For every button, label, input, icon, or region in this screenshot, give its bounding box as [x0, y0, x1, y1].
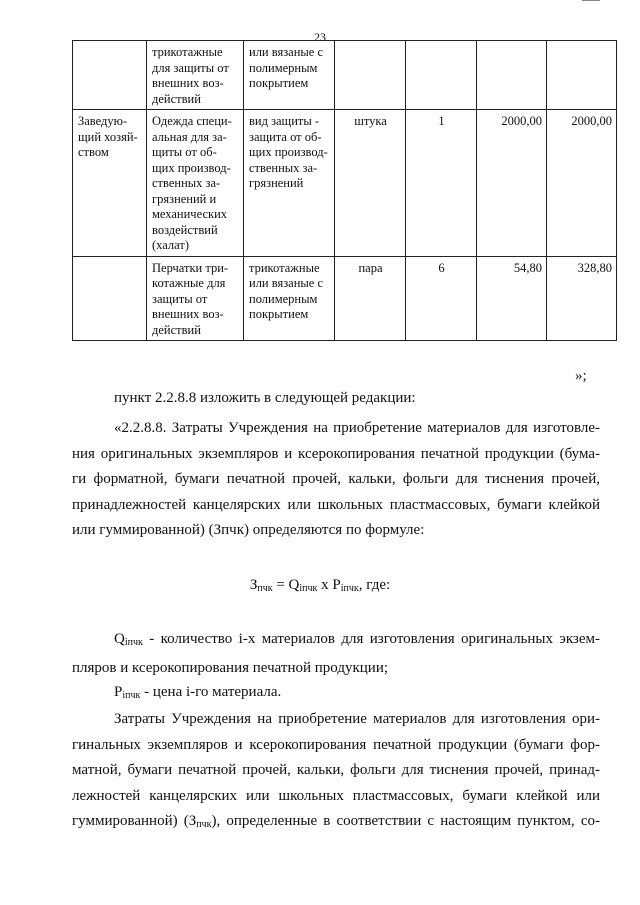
cell-total-value: 2000,00 — [571, 114, 612, 128]
cell-item — [147, 110, 244, 257]
p2-line: гинальных экземпляров и ксерокопирования печатной продукции (бумаги фор- — [72, 736, 600, 753]
cell-unit-value: пара — [358, 260, 383, 275]
p1-line: ния оригинальных экземпляров и ксерокопирования печатной продукции (бума- — [72, 445, 600, 462]
intro-paragraph: пункт 2.2.8.8 изложить в следующей редакции: — [114, 390, 416, 406]
cell-total-value: 328,80 — [577, 260, 612, 275]
cell-item-line: защиты от — [152, 291, 208, 306]
cell-spec-line: вид защиты - — [249, 114, 320, 128]
cell-item-line: щих производ- — [152, 160, 231, 175]
definition-p — [114, 684, 281, 701]
def-q-sub: iпчк — [124, 637, 143, 648]
formula-p-sub: iпчк — [340, 583, 359, 594]
def-p-sub: iпчк — [122, 690, 141, 701]
cell-item-line: ственных за- — [152, 176, 221, 190]
cell-qty-value: 1 — [438, 114, 445, 128]
cell-spec-line: трикотажные — [249, 260, 320, 275]
def-p-text: - цена i-го материала. — [140, 684, 282, 700]
paragraph-2-2-8-8 — [72, 416, 600, 544]
cell-qty — [406, 41, 477, 110]
paragraph-costs — [72, 707, 600, 838]
def-q-sym: Q — [114, 631, 125, 647]
cell-position — [73, 41, 147, 110]
corner-mark — [582, 0, 600, 5]
formula-lhs-sub: пчк — [257, 583, 273, 594]
cell-total — [547, 110, 617, 257]
cell-spec-line: ственных за- — [249, 160, 318, 175]
cell-item-line: действий — [152, 91, 201, 106]
cell-item-line: внешних воз- — [152, 76, 224, 90]
cell-item-line: щиты от об- — [152, 145, 217, 159]
formula-lhs: З — [249, 577, 258, 593]
def-q-line2: пляров и ксерокопирования печатной продукции; — [72, 659, 389, 676]
closing-quote: »; — [575, 368, 587, 384]
formula-tail: , где: — [358, 577, 391, 593]
cell-total — [547, 41, 617, 110]
cell-spec-line: защита от об- — [249, 129, 322, 144]
def-q-line1 — [72, 627, 600, 656]
cell-item-line: Одежда специ- — [152, 114, 232, 128]
cell-item-line: воздействий — [152, 222, 218, 237]
page-number: 23 — [314, 30, 326, 44]
cell-qty-value: 6 — [438, 260, 445, 275]
cell-spec-line: или вязаные с — [249, 45, 324, 59]
p2-line: матной, бумаги печатной прочей, кальки, фольги для тиснения прочей, принад- — [72, 762, 600, 778]
formula-q-sub: iпчк — [299, 583, 318, 594]
def-q-text: - количество i-х материалов для изготовления оригинальных экзем- — [142, 631, 600, 647]
cell-item-line: для защиты от — [152, 60, 229, 75]
cell-qty — [406, 256, 477, 341]
cell-position-line: ством — [78, 145, 109, 159]
p1-line: принадлежностей канцелярских или школьных пластмассовых, бумаги клейкой — [72, 496, 600, 513]
def-p-sym: P — [114, 684, 123, 700]
cell-position — [73, 256, 147, 341]
cell-price — [477, 110, 547, 257]
cell-spec-line: грязнений — [249, 176, 304, 190]
cell-unit — [335, 256, 406, 341]
table-row — [73, 256, 617, 341]
cell-item-line: трикотажные — [152, 45, 223, 59]
table-row — [73, 41, 617, 110]
formula-times: x P — [317, 577, 341, 593]
cell-unit — [335, 110, 406, 257]
table-row — [73, 110, 617, 257]
cell-item-line: альная для за- — [152, 129, 227, 144]
cell-spec-line: или вязаные с — [249, 276, 324, 290]
p1-line: или гуммированной) (Зпчк) определяются по формуле: — [72, 522, 425, 538]
cell-price-value: 2000,00 — [501, 114, 542, 128]
cell-spec — [244, 41, 335, 110]
cell-spec-line: покрытием — [249, 76, 309, 90]
cell-price — [477, 41, 547, 110]
cell-spec — [244, 256, 335, 341]
cell-position-line: щий хозяй- — [78, 129, 138, 144]
cell-item-line: действий — [152, 322, 201, 337]
formula-eq: = Q — [272, 577, 300, 593]
supplies-table — [72, 40, 617, 341]
p2-last-sub: пчк — [196, 819, 212, 830]
cell-unit — [335, 41, 406, 110]
cell-spec-line: покрытием — [249, 307, 309, 321]
cell-item — [147, 41, 244, 110]
cell-spec-line: полимерным — [249, 60, 318, 75]
cell-item-line: внешних воз- — [152, 307, 224, 321]
cell-item-line: (халат) — [152, 238, 189, 252]
cell-spec — [244, 110, 335, 257]
cell-qty — [406, 110, 477, 257]
cell-price — [477, 256, 547, 341]
cell-position-line: Заведую- — [78, 114, 128, 128]
p2-last-post: ), определенные в соответствии с настоящим пунктом, со- — [211, 813, 600, 829]
p2-line: лежностей канцелярских или школьных пластмассовых, бумаги клейкой или — [72, 787, 600, 804]
cell-unit-value: штука — [354, 114, 387, 128]
cell-total — [547, 256, 617, 341]
cell-position — [73, 110, 147, 257]
p2-last-line — [72, 809, 600, 838]
cell-spec-line: щих производ- — [249, 145, 328, 159]
cell-item-line: котажные для — [152, 276, 226, 290]
formula — [0, 577, 640, 594]
p2-last-pre: гуммированной) (З — [72, 813, 197, 829]
cell-price-value: 54,80 — [513, 260, 542, 275]
p1-line: ги форматной, бумаги печатной прочей, кальки, фольги для тиснения прочей, — [72, 471, 600, 487]
cell-item-line: Перчатки три- — [152, 260, 229, 275]
cell-item-line: механических — [152, 207, 228, 221]
cell-spec-line: полимерным — [249, 291, 318, 306]
cell-item — [147, 256, 244, 341]
cell-item-line: грязнений и — [152, 191, 217, 206]
p2-line: Затраты Учреждения на приобретение материалов для изготовления ори- — [114, 711, 600, 727]
p1-line: «2.2.8.8. Затраты Учреждения на приобретение материалов для изготовле- — [114, 420, 600, 436]
definition-q — [72, 627, 600, 681]
